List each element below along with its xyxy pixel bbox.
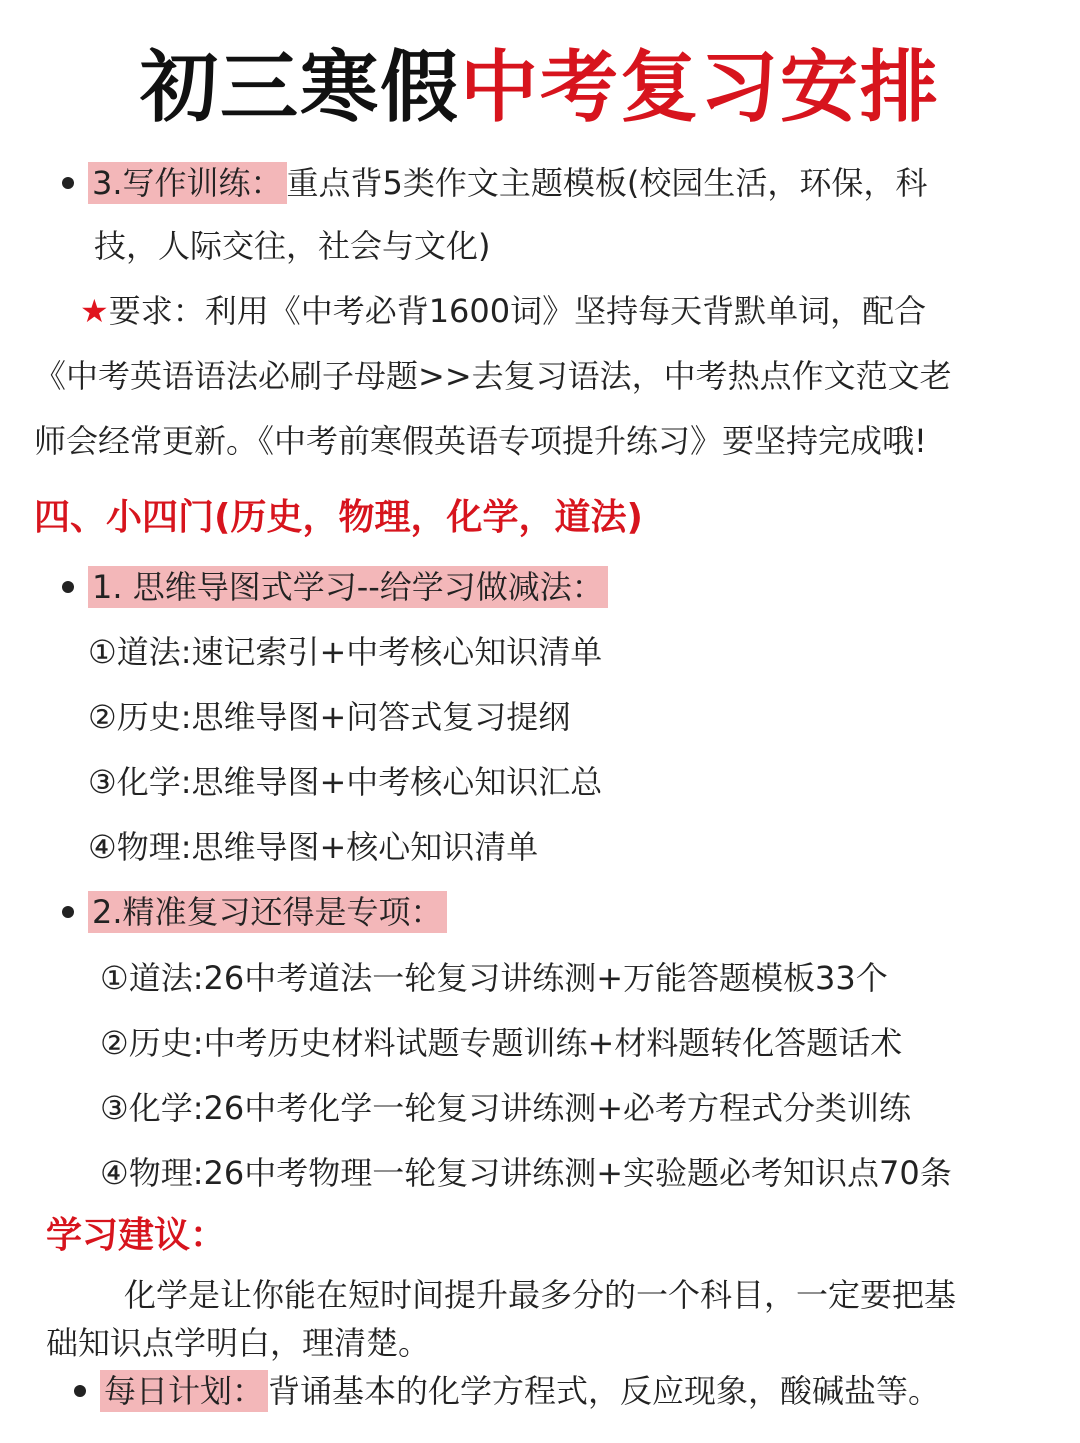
mindmap-label-line (88, 565, 608, 609)
precise-item: ①道法:26中考道法一轮复习讲练测+万能答题模板33个 (100, 959, 888, 997)
writing-text-1: 重点背5类作文主题模板(校园生活，环保，科 (286, 164, 928, 202)
mindmap-item: ④物理:思维导图+核心知识清单 (88, 828, 539, 866)
requirement-text-3: 师会经常更新。《中考前寒假英语专项提升练习》要坚持完成哦! (34, 422, 927, 460)
bullet-dot (62, 581, 74, 593)
precise-item: ②历史:中考历史材料试题专题训练+材料题转化答题话术 (100, 1024, 903, 1062)
advice-text-2: 础知识点学明白，理清楚。 (46, 1324, 431, 1362)
requirement-text-2: 《中考英语语法必刷子母题>>去复习语法，中考热点作文范文老 (34, 357, 952, 395)
mindmap-item: ①道法:速记索引+中考核心知识清单 (88, 633, 603, 671)
writing-line-1 (88, 161, 927, 205)
writing-label: 3.写作训练： (88, 162, 287, 204)
bullet-dot (74, 1385, 86, 1397)
writing-text-2: 技，人际交往，社会与文化) (94, 227, 491, 265)
requirement-text-1: 要求：利用《中考必背1600词》坚持每天背默单词，配合 (108, 292, 927, 330)
daily-line (100, 1369, 940, 1413)
advice-text-1: 化学是让你能在短时间提升最多分的一个科目，一定要把基 (124, 1276, 957, 1314)
advice-heading: 学习建议： (46, 1215, 227, 1256)
precise-label-line (88, 890, 447, 934)
bullet-dot (62, 177, 74, 189)
mindmap-label: 1. 思维导图式学习--给学习做减法： (88, 566, 608, 608)
requirement-line-1 (80, 289, 926, 333)
title-red-part: 中考复习安排 (460, 43, 941, 133)
mindmap-item: ②历史:思维导图+问答式复习提纲 (88, 698, 571, 736)
section4-heading: 四、小四门(历史，物理，化学，道法) (34, 497, 643, 538)
star-icon: ★ (80, 292, 109, 330)
daily-text: 背诵基本的化学方程式，反应现象，酸碱盐等。 (268, 1372, 941, 1410)
title-black-part: 初三寒假 (139, 43, 460, 133)
bullet-dot (62, 906, 74, 918)
precise-item: ③化学:26中考化学一轮复习讲练测+必考方程式分类训练 (100, 1089, 912, 1127)
precise-item: ④物理:26中考物理一轮复习讲练测+实验题必考知识点70条 (100, 1154, 952, 1192)
daily-label: 每日计划： (100, 1370, 268, 1412)
mindmap-item: ③化学:思维导图+中考核心知识汇总 (88, 763, 603, 801)
page-title (0, 38, 1080, 138)
precise-label: 2.精准复习还得是专项： (88, 891, 447, 933)
